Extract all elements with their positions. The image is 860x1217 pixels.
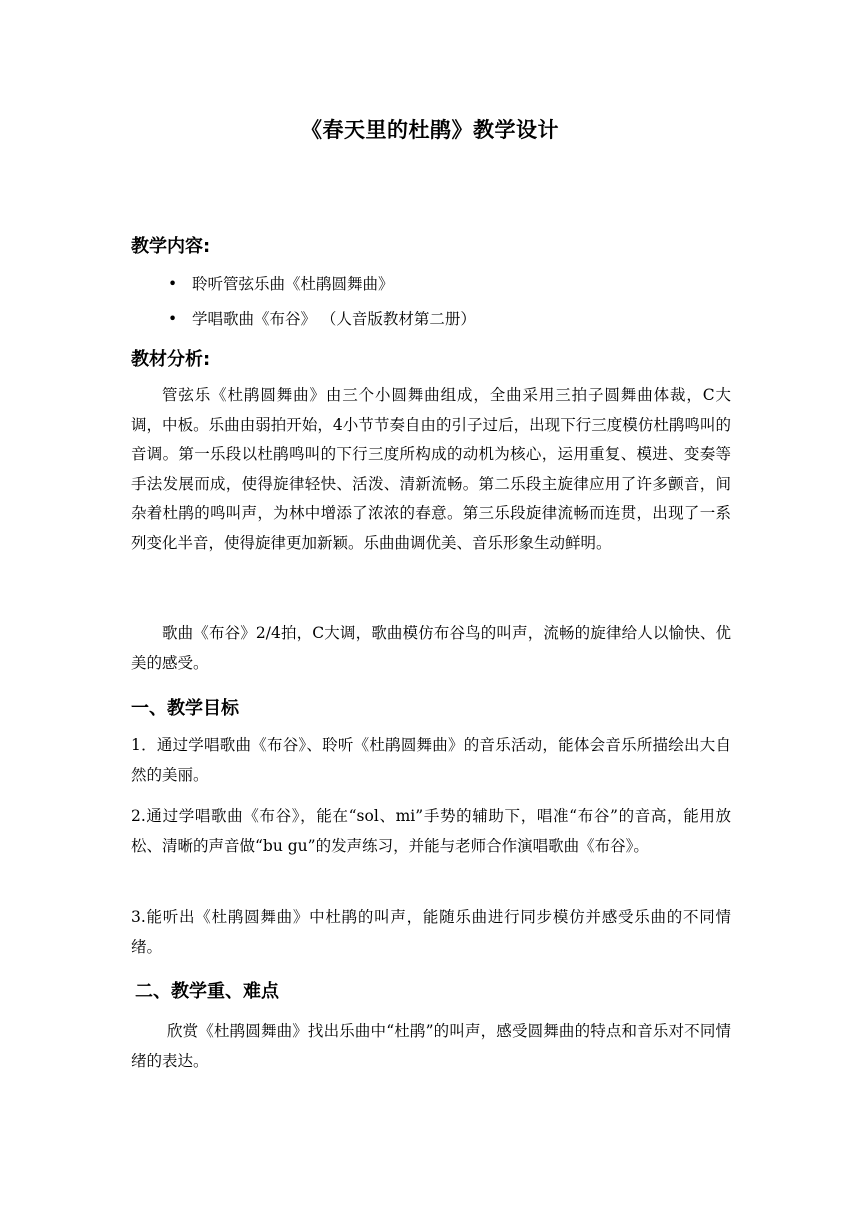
analysis-paragraph-1: 管弦乐《杜鹃圆舞曲》由三个小圆舞曲组成，全曲采用三拍子圆舞曲体裁，C大调，中板。乐曲由弱拍开始，4小节节奏自由的引子过后，出现下行三度模仿杜鹃鸣叫的音调。第一乐段以杜鹃鸣叫的下行三度所构成的动机为核心，运用重复、模进、变奏等手法发展而成，使得旋律轻快、活泼、清新流畅。第二乐段主旋律应用了许多颤音，间杂着杜鹃的鸣叫声，为林中增添了浓浓的春意。第三乐段旋律流畅而连贯，出现了一系列变化半音，使得旋律更加新颖。乐曲曲调优美、音乐形象生动鲜明。	[131, 386, 731, 552]
list-item-text: 学唱歌曲《布谷》 （人音版教材第二册）	[192, 310, 476, 328]
list-item-text: 聆听管弦乐曲《杜鹃圆舞曲》	[192, 275, 394, 293]
section-heading-analysis: 教材分析:	[131, 349, 211, 370]
document-title: 《春天里的杜鹃》教学设计	[301, 117, 559, 142]
section-heading-goals: 一、教学目标	[131, 698, 239, 719]
goal-item-1: 1．通过学唱歌曲《布谷》、聆听《杜鹃圆舞曲》的音乐活动，能体会音乐所描绘出大自然的美丽。	[131, 736, 731, 784]
section-heading-key-points: 二、教学重、难点	[135, 981, 279, 1002]
section-heading-content: 教学内容:	[131, 236, 211, 257]
bullet-icon: •	[168, 275, 178, 293]
list-item	[168, 272, 394, 294]
list-item	[168, 307, 476, 329]
bullet-icon: •	[168, 310, 178, 328]
goal-item-2: 2.通过学唱歌曲《布谷》，能在“sol、mi”手势的辅助下，唱准“布谷”的音高，能用放松、清晰的声音做“bu gu”的发声练习，并能与老师合作演唱歌曲《布谷》。	[131, 807, 731, 855]
analysis-paragraph-2: 歌曲《布谷》2/4拍，C大调，歌曲模仿布谷鸟的叫声，流畅的旋律给人以愉快、优美的感受。	[131, 624, 731, 672]
goal-item-3: 3.能听出《杜鹃圆舞曲》中杜鹃的叫声，能随乐曲进行同步模仿并感受乐曲的不同情绪。	[131, 908, 731, 956]
key-points-paragraph: 欣赏《杜鹃圆舞曲》找出乐曲中“杜鹃”的叫声，感受圆舞曲的特点和音乐对不同情绪的表达。	[131, 1022, 731, 1070]
